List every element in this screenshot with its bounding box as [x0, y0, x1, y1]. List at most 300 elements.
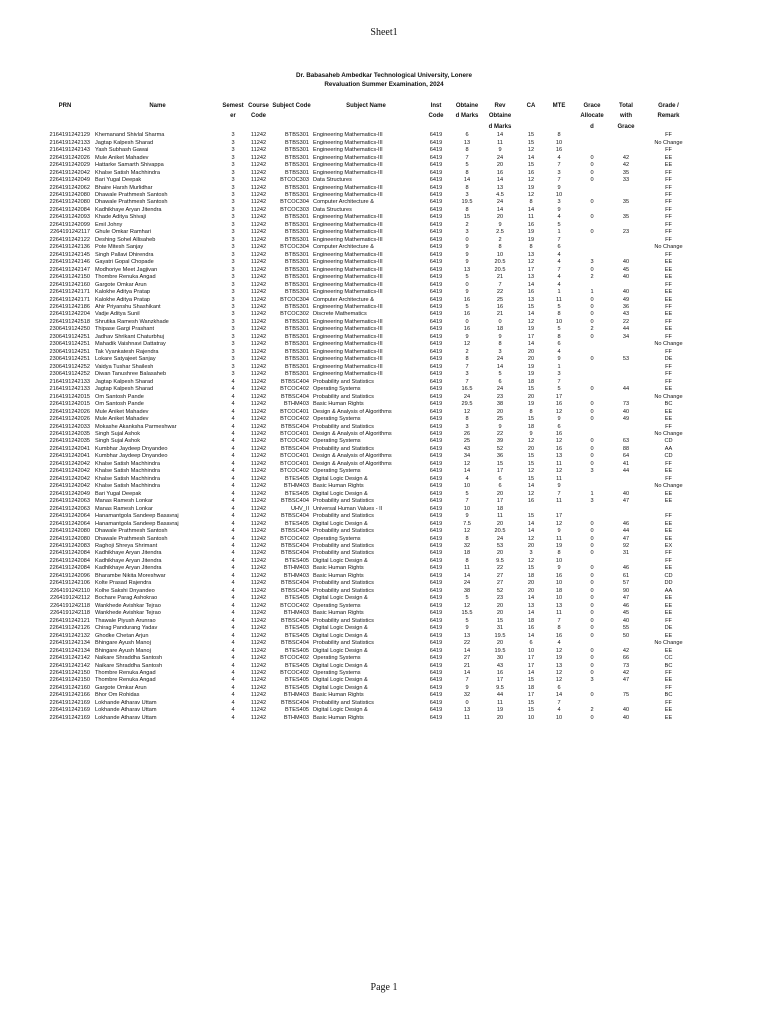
- table-row: [36, 416, 696, 423]
- semester-cell: 4: [231, 692, 235, 699]
- semester-cell: 3: [231, 318, 235, 325]
- semester-cell: 3: [231, 169, 235, 176]
- header-mte: MTE: [552, 103, 566, 109]
- inst-code-cell: 6419: [429, 460, 443, 467]
- grade-cell: EE: [664, 647, 673, 654]
- name-cell: Kolhe Sakshi Dnyandeo: [95, 587, 155, 594]
- inst-code-cell: 6419: [429, 490, 443, 497]
- grace-cell: 0: [590, 572, 594, 579]
- mte-cell: 7: [557, 162, 561, 169]
- mte-cell: 6: [557, 244, 561, 251]
- ca-cell: 16: [527, 289, 535, 296]
- semester-cell: 4: [231, 625, 235, 632]
- name-cell: Yash Subhash Gawai: [95, 147, 149, 154]
- header-semester: Semest er: [222, 103, 244, 120]
- course-code-cell: 11242: [250, 617, 267, 624]
- course-code-cell: 11242: [250, 251, 267, 258]
- grace-cell: 0: [590, 177, 594, 184]
- obtained-marks-cell: 25: [463, 438, 471, 445]
- total-cell: [611, 207, 641, 214]
- mte-cell: 16: [555, 572, 563, 579]
- subject-code-cell: BTES405: [285, 475, 309, 482]
- subject-code-cell: BTBS301: [285, 251, 309, 258]
- total-cell: [611, 222, 641, 229]
- grade-cell: FF: [665, 460, 672, 467]
- semester-cell: 4: [231, 662, 235, 669]
- ca-cell: 15: [527, 565, 535, 572]
- name-cell: Bhor Om Rohidas: [95, 692, 140, 699]
- subject-name-cell: Engineering Mathematics-III: [313, 139, 383, 146]
- subject-name-cell: Digital Logic Design &: [313, 625, 368, 632]
- course-code-cell: 11242: [250, 341, 267, 348]
- prn-cell: 2264191242083: [49, 543, 90, 549]
- course-code-cell: 11242: [250, 445, 267, 452]
- table-row: [36, 177, 696, 184]
- mte-cell: 9: [557, 416, 561, 423]
- rev-obtained-marks-cell: 20: [496, 408, 504, 415]
- total-cell: 40: [622, 714, 630, 721]
- subject-name-cell: Probability and Statistics: [313, 528, 374, 535]
- name-cell: Kalokhe Aditya Pratap: [95, 296, 151, 303]
- rev-obtained-marks-cell: 15: [496, 460, 504, 467]
- name-cell: Mahadik Vaishnavi Dattatray: [95, 341, 166, 348]
- subject-name-cell: Basic Human Rights: [313, 692, 364, 699]
- grade-cell: No Change: [654, 640, 683, 647]
- course-code-cell: 11242: [250, 640, 267, 647]
- ca-cell: 19: [527, 229, 535, 236]
- prn-cell: 2264191242132: [49, 632, 90, 639]
- obtained-marks-cell: 9: [465, 684, 469, 691]
- subject-code-cell: BTES405: [285, 625, 309, 632]
- grade-cell: No Change: [654, 393, 683, 400]
- mte-cell: 7: [557, 236, 561, 243]
- obtained-marks-cell: 8: [465, 169, 469, 176]
- table-row: [36, 386, 696, 393]
- subject-name-cell: Digital Logic Design &: [313, 632, 368, 639]
- obtained-marks-cell: 15: [463, 214, 471, 221]
- obtained-marks-cell: 9: [465, 289, 469, 296]
- subject-code-cell: BTBS301: [285, 348, 309, 355]
- grade-cell: No Change: [654, 483, 683, 490]
- table-row: [36, 453, 696, 460]
- table-row: [36, 476, 696, 483]
- inst-code-cell: 6419: [429, 430, 443, 437]
- subject-code-cell: BTCOC401: [280, 408, 309, 415]
- table-row: [36, 498, 696, 505]
- name-cell: Shrutika Ramesh Wanzkhade: [95, 318, 169, 325]
- total-cell: 55: [622, 625, 630, 632]
- inst-code-cell: 6419: [429, 378, 443, 385]
- name-cell: Vadje Aditya Sunil: [95, 311, 140, 318]
- prn-cell: 2264191242042: [49, 468, 90, 475]
- ca-cell: 16: [527, 625, 535, 632]
- inst-code-cell: 6419: [429, 304, 443, 310]
- mte-cell: 6: [557, 423, 561, 430]
- inst-code-cell: 6419: [429, 662, 443, 669]
- semester-cell: 4: [231, 565, 235, 572]
- subject-name-cell: Basic Human Rights: [313, 610, 364, 617]
- ca-cell: 14: [527, 154, 535, 161]
- name-cell: Mule Aniket Mahadev: [95, 154, 149, 161]
- total-cell: 64: [622, 453, 630, 460]
- course-code-cell: 11242: [250, 348, 267, 355]
- grade-cell: EE: [664, 595, 673, 602]
- name-cell: Wankhede Avishkar Tejrao: [95, 610, 161, 617]
- table-row: [36, 558, 696, 565]
- inst-code-cell: 6419: [429, 565, 443, 572]
- obtained-marks-cell: 16.5: [461, 386, 473, 393]
- subject-code-cell: BTCOC402: [280, 416, 309, 423]
- course-code-cell: 11242: [250, 498, 267, 505]
- prn-cell: 2306419124251: [49, 348, 90, 355]
- semester-cell: 3: [231, 304, 235, 310]
- inst-code-cell: 6419: [429, 505, 443, 512]
- obtained-marks-cell: 9: [465, 251, 469, 258]
- grace-cell: 0: [590, 438, 594, 445]
- ca-cell: 19: [527, 184, 535, 191]
- total-cell: 35: [622, 199, 630, 206]
- ca-cell: 17: [527, 655, 535, 662]
- grace-cell: 0: [590, 445, 594, 452]
- rev-obtained-marks-cell: 7: [498, 281, 502, 288]
- rev-obtained-marks-cell: 38: [496, 401, 504, 408]
- subject-code-cell: BTBSC404: [281, 580, 309, 587]
- prn-cell: 2264191242171: [49, 296, 90, 303]
- grace-cell: 3: [590, 677, 594, 684]
- inst-code-cell: 6419: [429, 206, 443, 213]
- obtained-marks-cell: 8: [465, 557, 469, 564]
- prn-cell: 2264191242084: [49, 557, 90, 564]
- table-row: [36, 199, 696, 206]
- total-cell: 42: [622, 162, 630, 169]
- name-cell: Bari Yugal Deepak: [95, 177, 142, 184]
- grace-cell: 0: [590, 647, 594, 654]
- name-cell: Khalse Satish Machhindra: [95, 483, 160, 490]
- total-cell: 53: [622, 356, 630, 363]
- mte-cell: 8: [557, 625, 561, 632]
- inst-code-cell: 6419: [429, 132, 443, 139]
- subject-name-cell: Engineering Mathematics-III: [313, 356, 383, 363]
- subject-code-cell: BTES405: [285, 632, 309, 639]
- grade-cell: FF: [665, 557, 672, 564]
- total-cell: 40: [622, 289, 630, 296]
- course-code-cell: 11242: [250, 430, 267, 437]
- total-cell: 46: [622, 602, 630, 609]
- grace-cell: 3: [590, 468, 594, 475]
- rev-obtained-marks-cell: 44: [496, 692, 504, 699]
- total-cell: 45: [622, 266, 630, 273]
- semester-cell: 3: [231, 333, 235, 340]
- table-row: [36, 513, 696, 520]
- obtained-marks-cell: 9: [465, 244, 469, 251]
- ca-cell: 15: [527, 699, 535, 706]
- grade-cell: FF: [665, 169, 672, 176]
- subject-name-cell: Basic Human Rights: [313, 401, 364, 408]
- obtained-marks-cell: 7.5: [463, 520, 471, 527]
- rev-obtained-marks-cell: 20: [496, 602, 504, 609]
- total-cell: [611, 132, 641, 139]
- ca-cell: 8: [529, 244, 533, 251]
- ca-cell: 20: [527, 543, 535, 549]
- mte-cell: 16: [555, 430, 563, 437]
- ca-cell: 18: [527, 572, 535, 579]
- subject-name-cell: Engineering Mathematics-III: [313, 326, 383, 333]
- ca-cell: 18: [527, 684, 535, 691]
- grace-cell: 0: [590, 199, 594, 206]
- prn-cell: 2264191242084: [49, 565, 90, 572]
- total-cell: 40: [622, 490, 630, 497]
- header-name: Name: [149, 103, 166, 109]
- ca-cell: 12: [527, 318, 535, 325]
- ca-cell: 3: [529, 550, 533, 557]
- subject-code-cell: BTCOC304: [280, 296, 309, 303]
- semester-cell: 4: [231, 408, 235, 415]
- rev-obtained-marks-cell: 9: [498, 333, 502, 340]
- grace-cell: 0: [590, 229, 594, 236]
- grade-cell: FF: [665, 184, 672, 191]
- subject-name-cell: Computer Architecture &: [313, 296, 374, 303]
- prn-cell: 2264191242121: [49, 617, 90, 624]
- grade-cell: EE: [664, 498, 673, 505]
- ca-cell: 12: [527, 557, 535, 564]
- name-cell: Jagtap Kalpesh Sharad: [95, 378, 154, 385]
- semester-cell: 4: [231, 416, 235, 423]
- name-cell: Lokhande Atharav Uttam: [95, 699, 157, 706]
- grade-cell: FF: [665, 281, 672, 288]
- table-row: [36, 371, 696, 378]
- subject-code-cell: BTBS301: [285, 341, 309, 348]
- ca-cell: 12: [527, 177, 535, 184]
- grace-cell: [573, 558, 611, 565]
- mte-cell: 12: [555, 408, 563, 415]
- mte-cell: 17: [555, 393, 563, 400]
- semester-cell: 4: [231, 707, 235, 714]
- subject-name-cell: Engineering Mathematics-III: [313, 214, 383, 221]
- prn-cell: 2264191242146: [49, 259, 90, 266]
- rev-obtained-marks-cell: 8: [498, 341, 502, 348]
- total-cell: [611, 192, 641, 199]
- mte-cell: 11: [556, 498, 562, 505]
- table-row: [36, 267, 696, 274]
- grace-cell: 0: [590, 356, 594, 363]
- subject-code-cell: BTES405: [285, 677, 309, 684]
- semester-cell: 4: [231, 580, 235, 587]
- ca-cell: 12: [527, 535, 535, 542]
- ca-cell: 17: [527, 692, 535, 699]
- header-row: [36, 101, 696, 132]
- name-cell: Singh Pallavi Dhirendra: [95, 251, 154, 258]
- rev-obtained-marks-cell: 20: [496, 714, 504, 721]
- grace-cell: 0: [590, 408, 594, 415]
- subject-code-cell: BTBS301: [285, 259, 309, 266]
- name-cell: Gargote Omkar Arun: [95, 281, 147, 288]
- subject-code-cell: BTBS301: [285, 169, 309, 176]
- semester-cell: 3: [231, 236, 235, 243]
- inst-code-cell: 6419: [429, 281, 443, 288]
- prn-cell: 2264191242106: [49, 580, 90, 587]
- mte-cell: 8: [557, 132, 561, 139]
- header-grace: Grace Allocate d: [580, 103, 604, 130]
- semester-cell: 3: [231, 244, 235, 251]
- mte-cell: [545, 506, 573, 513]
- prn-cell: 2264191242064: [49, 520, 90, 527]
- semester-cell: 4: [231, 445, 235, 452]
- subject-name-cell: Computer Architecture &: [313, 244, 374, 251]
- name-cell: Om Santosh Pande: [95, 401, 144, 408]
- grade-cell: FF: [665, 333, 672, 340]
- obtained-marks-cell: 5: [465, 617, 469, 624]
- subject-name-cell: Basic Human Rights: [313, 714, 364, 721]
- course-code-cell: 11242: [250, 625, 267, 632]
- rev-obtained-marks-cell: 19: [496, 707, 504, 714]
- grade-cell: FF: [665, 371, 672, 378]
- subject-code-cell: BTES405: [285, 707, 309, 714]
- table-row: [36, 625, 696, 632]
- total-cell: 49: [622, 416, 630, 423]
- inst-code-cell: 6419: [429, 714, 443, 721]
- grade-cell: EE: [664, 468, 673, 475]
- subject-name-cell: Engineering Mathematics-III: [313, 251, 383, 258]
- prn-cell: 2264191242112: [49, 595, 90, 602]
- subject-name-cell: Digital Logic Design &: [313, 520, 368, 527]
- subject-code-cell: BTHM403: [283, 692, 309, 699]
- obtained-marks-cell: 13: [463, 139, 471, 146]
- subject-code-cell: BTCOC401: [280, 453, 309, 460]
- table-row: [36, 132, 696, 139]
- course-code-cell: 11242: [250, 460, 267, 467]
- ca-cell: 12: [527, 259, 535, 266]
- prn-cell: 2264191242169: [49, 699, 90, 706]
- rev-obtained-marks-cell: 8: [498, 244, 502, 251]
- inst-code-cell: 6419: [429, 625, 443, 632]
- course-code-cell: 11242: [250, 475, 267, 482]
- course-code-cell: 11242: [250, 707, 267, 714]
- semester-cell: 3: [231, 214, 235, 221]
- total-cell: 42: [622, 647, 630, 654]
- ca-cell: 18: [527, 423, 535, 430]
- total-cell: [611, 431, 641, 438]
- name-cell: Mule Aniket Mahadev: [95, 408, 149, 415]
- table-row: [36, 648, 696, 655]
- grace-cell: [573, 513, 611, 520]
- ca-cell: 18: [527, 378, 535, 385]
- ca-cell: 19: [527, 236, 535, 243]
- course-code-cell: 11242: [250, 333, 267, 340]
- grace-cell: [573, 700, 611, 707]
- subject-name-cell: Engineering Mathematics-III: [313, 191, 383, 198]
- prn-cell: 2264191242518: [49, 318, 90, 325]
- grace-cell: [573, 431, 611, 438]
- grade-cell: EE: [664, 610, 673, 617]
- subject-code-cell: BTCOC304: [280, 244, 309, 251]
- table-row: [36, 431, 696, 438]
- subject-name-cell: Engineering Mathematics-III: [313, 154, 383, 161]
- semester-cell: 4: [231, 453, 235, 460]
- name-cell: Naikare Shraddha Santosh: [95, 655, 163, 662]
- obtained-marks-cell: 0: [465, 281, 469, 288]
- prn-cell: 2264191242093: [49, 214, 90, 221]
- subject-code-cell: BTHM403: [283, 401, 309, 408]
- grade-cell: FF: [665, 132, 672, 139]
- rev-obtained-marks-cell: 2.5: [496, 229, 504, 236]
- semester-cell: 4: [231, 483, 235, 490]
- table-row: [36, 401, 696, 408]
- name-cell: Mokashe Akanksha Parmeshwar: [95, 423, 177, 430]
- grade-cell: FF: [665, 550, 672, 557]
- mte-cell: 3: [557, 371, 561, 378]
- table-row: [36, 349, 696, 356]
- grace-cell: 0: [590, 565, 594, 572]
- table-row: [36, 588, 696, 595]
- rev-obtained-marks-cell: 52: [496, 445, 504, 452]
- inst-code-cell: 6419: [429, 692, 443, 699]
- grace-cell: 0: [590, 296, 594, 303]
- table-row: [36, 715, 696, 722]
- rev-obtained-marks-cell: 2: [498, 236, 502, 243]
- grace-cell: 0: [590, 416, 594, 423]
- grade-cell: FF: [665, 191, 672, 198]
- semester-cell: 3: [231, 289, 235, 296]
- course-code-cell: 11242: [250, 580, 267, 587]
- mte-cell: 16: [555, 401, 563, 408]
- subject-name-cell: Probability and Statistics: [313, 699, 374, 706]
- subject-code-cell: BTBS301: [285, 326, 309, 333]
- ca-cell: 14: [527, 281, 535, 288]
- semester-cell: 4: [231, 655, 235, 662]
- course-code-cell: 11242: [250, 318, 267, 325]
- rev-obtained-marks-cell: 20: [496, 640, 504, 647]
- course-code-cell: 11242: [250, 326, 267, 333]
- semester-cell: 3: [231, 371, 235, 378]
- course-code-cell: 11242: [250, 191, 267, 198]
- inst-code-cell: 6419: [429, 438, 443, 445]
- rev-obtained-marks-cell: 6: [498, 483, 502, 490]
- obtained-marks-cell: 9: [465, 259, 469, 266]
- ca-cell: 12: [527, 490, 535, 497]
- subject-name-cell: Operating Systems: [313, 669, 361, 676]
- subject-code-cell: BTBS301: [285, 266, 309, 273]
- table-row: [36, 252, 696, 259]
- ca-cell: 15: [527, 162, 535, 169]
- name-cell: Thipase Gargi Prashant: [95, 326, 155, 333]
- grace-cell: [573, 207, 611, 214]
- name-cell: Gayatri Gopal Chopade: [95, 259, 154, 266]
- inst-code-cell: 6419: [429, 326, 443, 333]
- mte-cell: 11: [556, 296, 562, 303]
- subject-code-cell: BTCOC303: [280, 177, 309, 184]
- grace-cell: 0: [590, 386, 594, 393]
- subject-name-cell: Data Structures: [313, 206, 352, 213]
- course-code-cell: 11242: [250, 655, 267, 662]
- prn-cell: 2264191242150: [49, 669, 90, 676]
- total-cell: [611, 476, 641, 483]
- course-code-cell: 11242: [250, 266, 267, 273]
- inst-code-cell: 6419: [429, 214, 443, 221]
- obtained-marks-cell: 43: [463, 445, 471, 452]
- inst-code-cell: 6419: [429, 580, 443, 587]
- ca-cell: 14: [527, 610, 535, 617]
- mte-cell: 5: [557, 326, 561, 333]
- semester-cell: 4: [231, 677, 235, 684]
- mte-cell: 12: [555, 677, 563, 684]
- obtained-marks-cell: 9: [465, 625, 469, 632]
- grace-cell: 0: [590, 632, 594, 639]
- name-cell: Manas Ramesh Lonkar: [95, 505, 153, 512]
- ca-cell: 14: [527, 311, 535, 318]
- total-cell: 73: [622, 662, 630, 669]
- subject-name-cell: Operating Systems: [313, 438, 361, 445]
- table-row: [36, 326, 696, 333]
